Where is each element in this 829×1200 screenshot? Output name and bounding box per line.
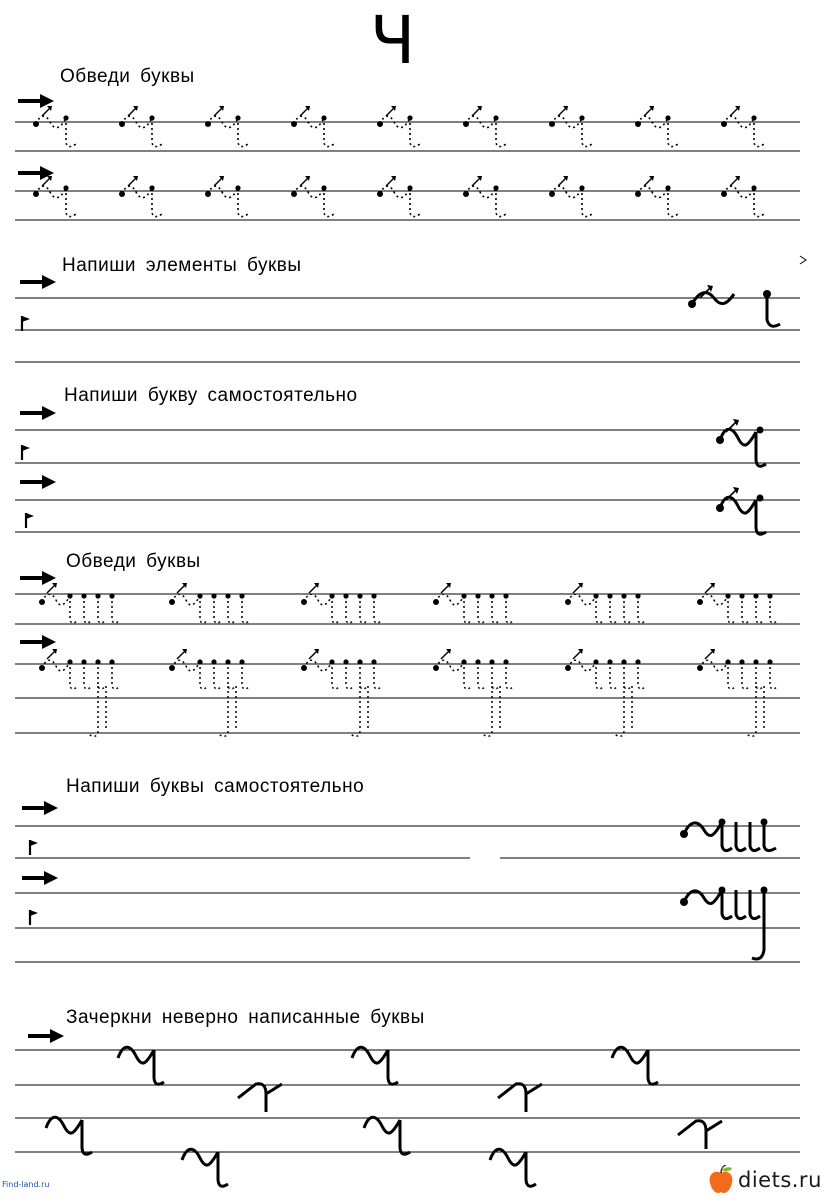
- letters-sample-row-2: [680, 887, 768, 960]
- apple-icon: [708, 1165, 734, 1195]
- trace-row-2: [33, 176, 764, 217]
- brand-name: diets.ru: [738, 1168, 822, 1192]
- section-instruction-trace-2: Обведи буквы: [66, 551, 201, 572]
- trace-chu-row: [39, 649, 778, 736]
- letter-sample-row-1: [716, 419, 766, 466]
- cross-out-letters: [46, 1047, 722, 1186]
- page-title: Ч: [370, 2, 416, 79]
- letters-sample-row-1: [680, 819, 776, 851]
- trace-chi-row: [39, 583, 778, 623]
- letter-sample-row-2: [716, 487, 766, 534]
- letter-elements-sample: [688, 285, 780, 326]
- section-instruction-cross-out: Зачеркни неверно написанные буквы: [66, 1007, 425, 1028]
- section-instruction-elements: Напиши элементы буквы: [62, 255, 302, 276]
- section-instruction-write-letter: Напиши букву самостоятельно: [64, 385, 358, 406]
- source-watermark: Find-land.ru: [2, 1180, 50, 1189]
- trace-row-1: [33, 106, 764, 147]
- trace-section-1-lines: [15, 122, 800, 220]
- section-instruction-trace-1: Обведи буквы: [60, 66, 195, 87]
- section-instruction-write-letters: Напиши буквы самостоятельно: [66, 776, 365, 797]
- brand-logo: [708, 1163, 822, 1197]
